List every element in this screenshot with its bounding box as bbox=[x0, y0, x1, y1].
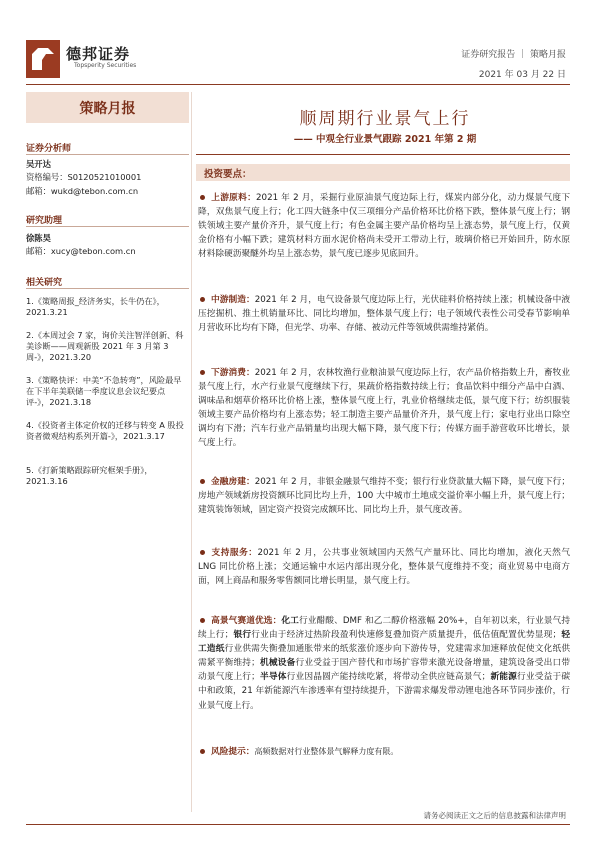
related-item[interactable]: 5.《打新策略跟踪研究框架手册》，2021.3.16 bbox=[26, 465, 153, 487]
related-item[interactable]: 3.《策略快评：中美“不急转弯”，风险最早在下半年美联储一季度议息会议纪要点评-》，2021.3.18 bbox=[26, 375, 182, 408]
para-finance bbox=[198, 475, 570, 517]
para-high-growth bbox=[198, 614, 570, 713]
analyst-cert: 资格编号：S0120521010001 bbox=[26, 172, 142, 182]
related-item[interactable]: 1.《策略周报_经济务实，长牛仍在》，2021.3.21 bbox=[26, 296, 165, 318]
bullet-icon bbox=[200, 550, 205, 555]
bullet-icon bbox=[200, 297, 205, 302]
para-upstream bbox=[198, 191, 570, 261]
para-text: 2021 年 2 月，农林牧渔行业粮油景气度边际上行，农产品价格指数上升，畜牧业景气度上行，水产行业景气度继续下行，果蔬价格指数持续上行；食品饮料中细分产品中白酒、调味品和烟草价格环比价格上涨，整体景气度上行，乳业价格继续走低，景气度下行；纺织服装领域主要产品价格均有上涨态势；轻工制造主要产品量价齐升，景气度上行；家电行业出口除空调均有下滑；汽车行业产品销量均出现大幅下降，景气度下行；传媒方面手游营收环比增长，景气度上行。 bbox=[198, 368, 571, 449]
para-services bbox=[198, 546, 570, 588]
para-label: 中游制造： bbox=[211, 295, 255, 305]
bullet-icon bbox=[200, 618, 205, 623]
bullet-icon bbox=[200, 749, 205, 754]
para-label: 上游原料： bbox=[211, 193, 257, 203]
company-name-en: Topsperity Securities bbox=[74, 62, 137, 69]
company-logo bbox=[26, 40, 60, 78]
report-subtitle: —— 中观全行业景气跟踪 2021 年第 2 期 bbox=[293, 134, 477, 145]
assistant-name: 徐陈昊 bbox=[26, 233, 51, 243]
bullet-icon bbox=[200, 479, 205, 484]
logo-mark-icon bbox=[26, 40, 60, 78]
para-text: 化工行业醋酸、DMF 和乙二醇价格涨幅 20%+，自年初以来，行业景气持续上行；银行行业由于经济过热阶段盈利快速修复叠加资产质量提升，低估值配置优势显现；轻工造纸行业供需失衡叠加通胀带来的纸浆涨价逐步向下游传导，党建需求加速释放促使文化纸供需紧平衡维持；机械设备行业受益于国产替代和市场扩容带来激光设备增量，建筑设备受出口带动景气度上行；半导体行业因晶圆产能持续吃紧，将带动全供应链高景气；新能源行业受益于碳中和政策，21 年新能源汽车渗透率有望持续提升，下游需求爆发带动锂电池各环节同步涨价，行业景气度上行。 bbox=[198, 616, 571, 711]
title-divider bbox=[196, 154, 570, 155]
para-text: 高频数据对行业整体景气解释力度有限。 bbox=[254, 747, 399, 756]
footer-disclaimer: 请务必阅读正文之后的信息披露和法律声明 bbox=[423, 811, 566, 820]
report-banner: 策略月报 bbox=[26, 92, 189, 123]
para-downstream bbox=[198, 366, 570, 451]
analyst-name: 吴开达 bbox=[26, 159, 51, 169]
key-points-bar bbox=[196, 164, 570, 181]
header-divider bbox=[26, 84, 570, 85]
para-label: 金融房建： bbox=[211, 477, 255, 487]
report-type: 证券研究报告 ｜ 策略月报 bbox=[461, 50, 566, 60]
footer-divider bbox=[26, 824, 570, 825]
analyst-section-title: 证券分析师 bbox=[26, 144, 72, 154]
column-divider bbox=[191, 92, 192, 812]
para-text: 2021 年 2 月，采掘行业原油景气度边际上行，煤炭内部分化，动力煤景气度下降，双焦景气度上行；化工四大链条中仅三项细分产品价格环比价格下跌，整体景气度上行；钢铁领域主要产量价齐升，景气度上行；有色金属主要产品价格均呈上涨态势，景气度上行，仅黄金价格有小幅下跌；建筑材料方面水泥价格尚未受开工带动上行，玻璃价格已开始回升，防水原材料除硬沥聚醚外均呈上涨态势，景气度已逐步见底回升。 bbox=[198, 193, 571, 260]
report-date: 2021 年 03 月 22 日 bbox=[478, 70, 566, 80]
para-text: 2021 年 2 月，非银金融景气维持不变；银行行业贷款量大幅下降，景气度下行；房地产领域新房投资额环比同比均上升，100 大中城市土地成交溢价率小幅上升，景气度上行；建筑装饰领域，固定资产投资完成额环比、同比均上升，景气度改善。 bbox=[198, 477, 571, 516]
assistant-section-title: 研究助理 bbox=[26, 216, 63, 226]
bullet-icon bbox=[200, 195, 205, 200]
bullet-icon bbox=[200, 370, 205, 375]
section-divider bbox=[26, 154, 189, 155]
para-text: 2021 年 2 月，电气设备景气度边际上行，光伏硅料价格持续上涨；机械设备中液压挖掘机、推土机销量环比、同比均增加，整体景气度上行；电子领域代表性公司受春节影响单月营收环比均有下降，但光学、功率、存储、被动元件等领域供需维持紧俏。 bbox=[198, 295, 571, 334]
para-label: 支持服务： bbox=[211, 548, 258, 558]
analyst-email[interactable]: 邮箱：wukd@tebon.com.cn bbox=[26, 186, 139, 196]
assistant-email[interactable]: 邮箱：xucy@tebon.com.cn bbox=[26, 246, 136, 256]
report-title: 顺周期行业景气上行 bbox=[299, 109, 471, 129]
section-divider bbox=[26, 288, 189, 289]
para-label: 风险提示： bbox=[211, 747, 255, 757]
company-name-cn: 德邦证券 bbox=[66, 45, 131, 63]
para-midstream bbox=[198, 293, 570, 335]
related-item[interactable]: 4.《投资者主体定价权的迁移与转变 A 股投资者微观结构系列开篇-》，2021.3.17 bbox=[26, 420, 184, 442]
related-item[interactable]: 2.《本周过会 7 家，询价关注智洋创新、科美诊断——周观新股 2021 年 3 月第 3 周-》，2021.3.20 bbox=[26, 330, 184, 363]
para-label: 下游消费： bbox=[211, 368, 255, 378]
para-label: 高景气赛道优选： bbox=[211, 616, 282, 626]
related-section-title: 相关研究 bbox=[26, 278, 63, 288]
para-text: 2021 年 2 月，公共事业领域国内天然气产量环比、同比均增加，液化天然气 LNG 同比价格上涨；交通运输中水运内部出现分化，整体景气度维持不变；商业贸易中电商方面，网上商品和服务零售额同比增长明显，景气度上行。 bbox=[198, 548, 571, 587]
para-risk bbox=[198, 745, 570, 759]
key-points-label: 投资要点： bbox=[204, 169, 252, 180]
section-divider bbox=[26, 226, 189, 227]
